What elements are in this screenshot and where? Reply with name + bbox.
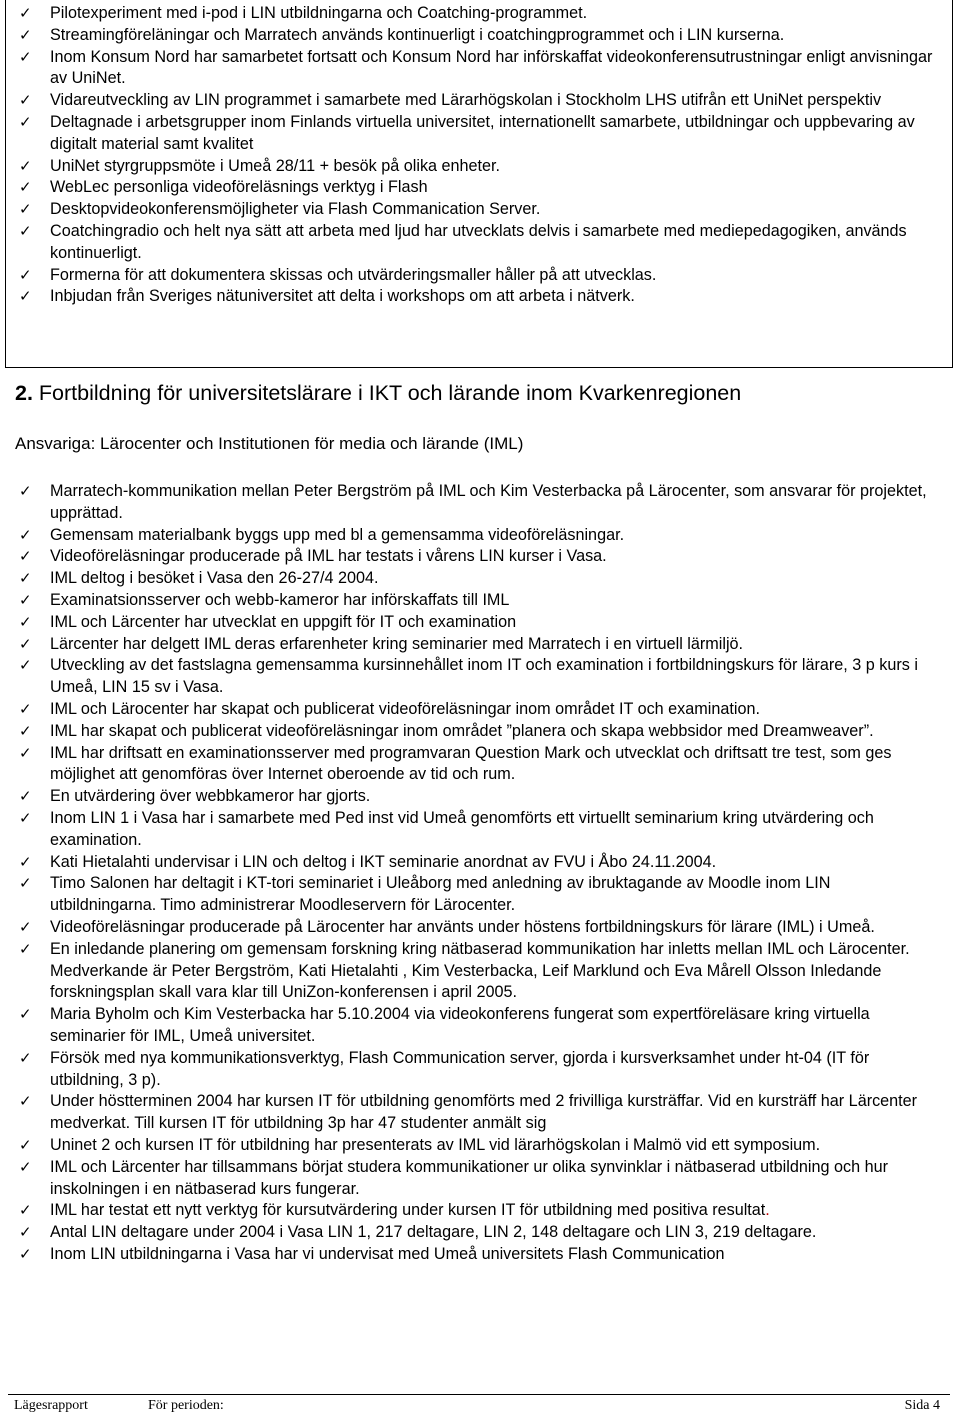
list-item: ✓ Marratech-kommunikation mellan Peter Bergström på IML och Kim Vesterbacka på Lärocenter, som ansvarar för projektet, upprättad.	[19, 482, 927, 522]
list-item: ✓ En inledande planering om gemensam forskning kring nätbaserad kommunikation har inletts mellan IML och Lärocenter. Medverkande är Peter Bergström, Kati Hietalahti , Kim Vesterbacka, Leif Marklund och Eva Mårell Olsson Inledande forskningsplan skall vara klar till UniZon-konferensen i april 2005.	[19, 939, 910, 1002]
check-icon: ✓	[19, 1244, 32, 1263]
list-item: ✓ IML och Lärcenter har utvecklat en uppgift för IT och examination	[6, 612, 941, 634]
list-item: ✓ Examinatsionsserver och webb-kameror har införskaffats till IML	[6, 590, 941, 612]
check-icon: ✓	[19, 634, 32, 653]
list-item: ✓ IML har skapat och publicerat videoföreläsningar inom området ”planera och skapa webbsidor med Dreamweaver”.	[6, 721, 941, 743]
check-icon: ✓	[19, 1157, 32, 1176]
check-icon: ✓	[19, 1135, 32, 1154]
list-item: ✓ En utvärdering över webbkameror har gjorts.	[6, 786, 941, 808]
list-item: ✓ IML deltog i besöket i Vasa den 26-27/4 2004.	[6, 568, 941, 590]
list-item: ✓ Under höstterminen 2004 har kursen IT för utbildning genomförts med 2 frivilliga kursträffar. Vid en kursträff har Lärcenter medverkat. Till kursen IT för utbildning 3p har 47 studenter anmält sig	[19, 1092, 918, 1133]
check-icon: ✓	[19, 787, 32, 806]
check-icon: ✓	[19, 112, 32, 131]
list-item: ✓ Vidareutveckling av LIN programmet i samarbete med Lärarhögskolan i Stockholm LHS utifrån ett UniNet perspektiv	[6, 90, 941, 112]
list-item: ✓ Videoföreläsningar producerade på Lärocenter har använts under höstens fortbildningskurs för lärare (IML) i Umeå.	[6, 917, 941, 939]
check-icon: ✓	[19, 265, 32, 284]
check-icon: ✓	[19, 939, 32, 958]
check-icon: ✓	[19, 547, 32, 566]
check-icon: ✓	[19, 200, 32, 219]
check-icon: ✓	[19, 808, 32, 827]
check-icon: ✓	[19, 25, 32, 44]
check-icon: ✓	[19, 221, 32, 240]
check-icon: ✓	[19, 482, 32, 500]
footer-page-number: Sida 4	[904, 1398, 940, 1413]
check-icon: ✓	[19, 656, 32, 675]
list-item: ✓ Inom Konsum Nord har samarbetet fortsatt och Konsum Nord har införskaffat videokonferensutrustningar enligt anvisningar av UniNet.	[19, 47, 933, 88]
list-item: ✓ Kati Hietalahti undervisar i LIN och deltog i IKT seminarie anordnat av FVU i Åbo 24.11.2004.	[6, 852, 941, 874]
section-title: Fortbildning för universitetslärare i IKT och lärande inom Kvarkenregionen	[32, 381, 742, 405]
trailing-mark: .	[765, 1201, 770, 1220]
section-checklist	[6, 481, 941, 1266]
section-heading	[15, 378, 741, 408]
list-item: ✓ Videoföreläsningar producerade på IML har testats i vårens LIN kurser i Vasa.	[6, 546, 941, 568]
check-icon: ✓	[19, 1223, 32, 1242]
list-item: ✓ Desktopvideokonferensmöjligheter via Flash Commanication Server.	[6, 199, 941, 221]
list-item: ✓ IML har testat ett nytt verktyg för kursutvärdering under kursen IT för utbildning med positiva resultat.	[6, 1200, 941, 1222]
check-icon: ✓	[19, 4, 32, 22]
list-item: ✓ Lärcenter har delgett IML deras erfarenheter kring seminarier med Marratech i en virtuell lärmiljö.	[6, 634, 941, 656]
footer-period-label: För perioden:	[148, 1398, 224, 1413]
section-number: 2.	[15, 381, 33, 405]
check-icon: ✓	[19, 47, 32, 66]
check-icon: ✓	[19, 743, 32, 762]
list-item: ✓ Gemensam materialbank byggs upp med bl a gemensamma videoföreläsningar.	[6, 525, 941, 547]
list-item: ✓ Timo Salonen har deltagit i KT-tori seminariet i Uleåborg med anledning av ibruktagande av Moodle inom LIN utbildningarna. Timo administrerar Moodleservern för Lärocenter.	[19, 874, 831, 915]
check-icon: ✓	[19, 1005, 32, 1024]
check-icon: ✓	[19, 156, 32, 175]
list-item: ✓ IML har driftsatt en examinationsserver med programvaran Question Mark och utvecklat och driftsatt tre test, som ges möjlighet att genomföras över Internet oberoende av tid och rum.	[19, 743, 892, 784]
responsible-line: Ansvariga: Lärocenter och Institutionen för media och lärande (IML)	[15, 434, 524, 453]
list-item: ✓ Deltagnade i arbetsgrupper inom Finlands virtuella universitet, internationellt samarbete, utbildningar och uppbevaring av digitalt material samt kvalitet	[19, 112, 915, 153]
page-footer	[8, 1394, 950, 1415]
check-icon: ✓	[19, 612, 32, 631]
list-item: ✓ Försök med nya kommunikationsverktyg, Flash Communication server, gjorda i kursverksamhet under ht-04 (IT för utbildning, 3 p).	[19, 1048, 870, 1089]
footer-report-label: Lägesrapport	[14, 1398, 88, 1413]
list-item: ✓ IML och Lärcenter har tillsammans börjat studera kommunikationer ur olika synvinklar i nätbaserad utbildning och hur inskolningen i en nätbaserad kurs fungerar.	[19, 1157, 888, 1198]
box-checklist	[6, 3, 941, 308]
list-item: ✓ UniNet styrgruppsmöte i Umeå 28/11 + besök på olika enheter.	[6, 156, 941, 178]
list-item: ✓ Maria Byholm och Kim Vesterbacka har 5.10.2004 via videokonferens fungerat som expertföreläsare kring virtuella seminarier för IML, Umeå universitet.	[19, 1005, 870, 1045]
list-item: ✓ Streamingföreläningar och Marratech används kontinuerligt i coatchingprogrammet och i LIN kurserna.	[6, 25, 941, 47]
check-icon: ✓	[19, 91, 32, 110]
list-item: ✓ Coatchingradio och helt nya sätt att arbeta med ljud har utvecklats delvis i samarbete med mediepedagogiken, används kontinuerligt.	[19, 221, 907, 262]
list-item: ✓ Uninet 2 och kursen IT för utbildning har presenterats av IML vid lärarhögskolan i Malmö vid ett symposium.	[6, 1135, 941, 1157]
list-item: ✓ Pilotexperiment med i-pod i LIN utbildningarna och Coatching-programmet.	[6, 3, 941, 25]
list-item: ✓ Formerna för att dokumentera skissas och utvärderingsmaller håller på att utvecklas.	[6, 265, 941, 287]
check-icon: ✓	[19, 699, 32, 718]
check-icon: ✓	[19, 852, 32, 871]
check-icon: ✓	[19, 590, 32, 609]
check-icon: ✓	[19, 917, 32, 936]
list-item: ✓ Antal LIN deltagare under 2004 i Vasa LIN 1, 217 deltagare, LIN 2, 148 deltagare och LIN 3, 219 deltagare.	[6, 1222, 941, 1244]
check-icon: ✓	[19, 1048, 32, 1067]
list-item: ✓ Inom LIN utbildningarna i Vasa har vi undervisat med Umeå universitets Flash Communication	[6, 1244, 941, 1266]
check-icon: ✓	[19, 178, 32, 197]
check-icon: ✓	[19, 1201, 32, 1220]
list-item: ✓ IML och Lärocenter har skapat och publicerat videoföreläsningar inom området IT och examination.	[6, 699, 941, 721]
list-item: ✓ Utveckling av det fastslagna gemensamma kursinnehållet inom IT och examination i fortbildningskurs för lärare, 3 p kurs i Umeå, LIN 15 sv i Vasa.	[19, 656, 918, 697]
check-icon: ✓	[19, 569, 32, 588]
check-icon: ✓	[19, 874, 32, 893]
list-item: ✓ Inom LIN 1 i Vasa har i samarbete med Ped inst vid Umeå genomförts ett virtuellt seminarium kring utvärdering och examination.	[19, 808, 874, 849]
check-icon: ✓	[19, 1092, 32, 1111]
list-item: ✓ Inbjudan från Sveriges nätuniversitet att delta i workshops om att arbeta i nätverk.	[6, 286, 941, 308]
list-item: ✓ WebLec personliga videoföreläsnings verktyg i Flash	[6, 177, 941, 199]
check-icon: ✓	[19, 525, 32, 544]
check-icon: ✓	[19, 721, 32, 740]
check-icon: ✓	[19, 287, 32, 306]
